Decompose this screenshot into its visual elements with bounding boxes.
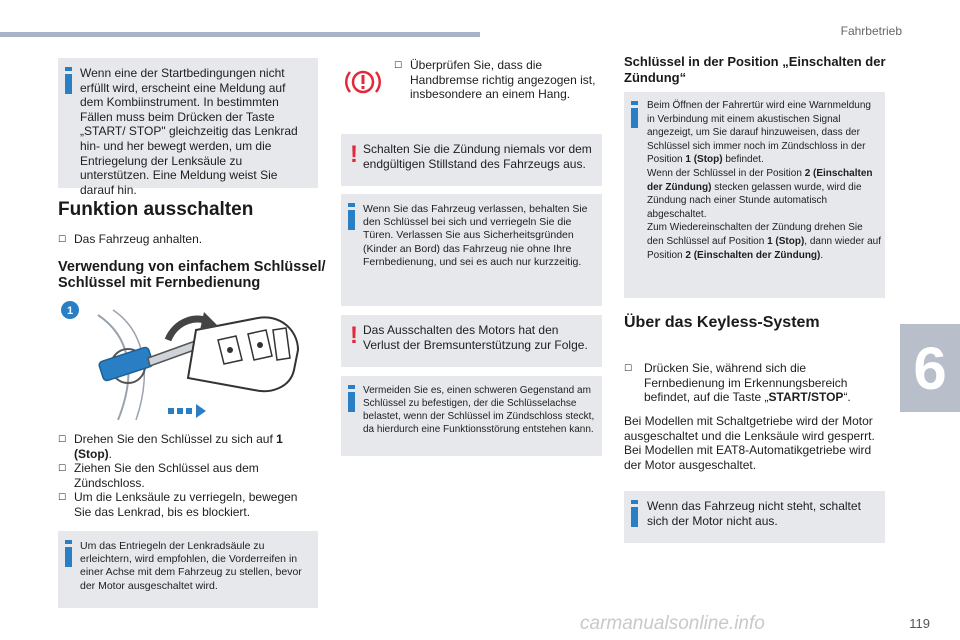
info-icon bbox=[348, 385, 355, 412]
chapter-number: 6 bbox=[913, 334, 947, 402]
info-icon bbox=[631, 500, 638, 527]
info-box-heavy-object bbox=[341, 376, 602, 456]
info-text: Wenn eine der Startbedingungen nicht erfüllt wird, erscheint eine Meldung auf dem Kombiinstrument. In bestimmten Fällen muss beim Drücken der Taste „START/ STOP" gleichzeitig das Lenkrad hin- und her bewegt werden, um die Entriegelung der Lenksäule zu unterstützen. Eine Meldung weist Sie darauf hin. bbox=[80, 66, 298, 197]
page-number: 119 bbox=[909, 616, 930, 631]
info-box-key-position bbox=[624, 92, 885, 298]
steps-list: ☐ Drehen Sie den Schlüssel zu sich auf 1 (Stop). ☐ Ziehen Sie den Schlüssel aus dem Zündschloss. ☐ Um die Lenksäule zu verriegeln, bewegen Sie das Lenkrad, bis es blockiert. bbox=[58, 432, 298, 519]
subsection-heading: Verwendung von einfachem Schlüssel/ Schlüssel mit Fernbedienung bbox=[58, 259, 326, 291]
info-icon bbox=[65, 540, 72, 567]
checkbox-icon: ☐ bbox=[624, 363, 633, 373]
key-illustration bbox=[58, 300, 318, 420]
chapter-tab bbox=[900, 324, 960, 412]
header-bar bbox=[0, 32, 480, 37]
handbrake-warning-icon bbox=[344, 64, 382, 100]
info-box-steering bbox=[58, 531, 318, 608]
info-icon bbox=[348, 203, 355, 230]
info-text: Vermeiden Sie es, einen schweren Gegenstand am Schlüssel zu befestigen, der die Schlüsselachse belastet, wenn der Schlüssel im Zündschloss steckt, da hierdurch eine Funktionsstörung entstehen kann. bbox=[363, 385, 595, 435]
info-box-not-stationary bbox=[624, 491, 885, 543]
checkbox-icon: ☐ bbox=[58, 234, 67, 244]
info-text: Wenn das Fahrzeug nicht steht, schaltet sich der Motor nicht aus. bbox=[647, 499, 861, 528]
watermark: carmanualsonline.info bbox=[580, 613, 765, 634]
callout-number: 1 bbox=[66, 305, 74, 317]
warning-icon: ! bbox=[350, 322, 358, 349]
warning-box-ignition bbox=[341, 134, 602, 186]
checkbox-icon: ☐ bbox=[58, 492, 67, 502]
section-heading-keyless: Über das Keyless-System bbox=[624, 314, 820, 331]
checkbox-icon: ☐ bbox=[58, 434, 67, 444]
info-box-leaving bbox=[341, 194, 602, 306]
info-box-start-conditions bbox=[58, 58, 318, 197]
warning-text: Schalten Sie die Zündung niemals vor dem endgültigen Stillstand des Fahrzeugs aus. bbox=[363, 142, 592, 171]
warning-text: Das Ausschalten des Motors hat den Verlust der Bremsunterstützung zur Folge. bbox=[363, 323, 588, 352]
section-heading-ignition-position: Schlüssel in der Position „Einschalten der Zündung“ bbox=[624, 54, 886, 85]
section-heading: Funktion ausschalten bbox=[58, 199, 254, 220]
checkbox-icon: ☐ bbox=[394, 60, 403, 70]
warning-icon: ! bbox=[350, 141, 358, 168]
checkbox-icon: ☐ bbox=[58, 463, 67, 473]
gearbox-paragraph: Bei Modellen mit Schaltgetriebe wird der Motor ausgeschaltet und die Lenksäule wird gesperrt. Bei Modellen mit EAT8-Automatikgetriebe wird der Motor ausgeschaltet. bbox=[624, 414, 875, 472]
chapter-title: Fahrbetrieb bbox=[840, 24, 902, 38]
info-text: Um das Entriegeln der Lenkradsäule zu erleichtern, wird empfohlen, die Vorderreifen in einer Achse mit dem Fahrzeug zu stellen, bevor der Motor ausgeschaltet wird. bbox=[80, 540, 302, 592]
warning-box-brake-assist bbox=[341, 315, 602, 367]
info-text: Wenn Sie das Fahrzeug verlassen, behalten Sie den Schlüssel bei sich und verriegeln Sie die Türen. Verlassen Sie aus Sicherheitsgründen (Kinder an Bord) das Fahrzeug nie ohne Ihre Fernbedienung, und sei es auch nur kurzzeitig. bbox=[363, 203, 588, 268]
info-icon bbox=[65, 67, 72, 94]
info-icon bbox=[631, 101, 638, 128]
info-text: Beim Öffnen der Fahrertür wird eine Warnmeldung in Verbindung mit einem akustischen Signal angezeigt, um Sie darauf hinzuweisen, dass der Schlüssel sich immer noch im Zündschloss in der Position 1 (Stop) befindet. Wenn der Schlüssel in der Position 2 (Einschalten der Zündung) stecken gelassen wurde, wird die Zündung nach einer Stunde automatisch abgeschaltet. Zum Wiedereinschalten der Zündung drehen Sie den Schlüssel auf Position 1 (Stop), dann wieder auf Position 2 (Einschalten der Zündung). bbox=[647, 100, 882, 261]
